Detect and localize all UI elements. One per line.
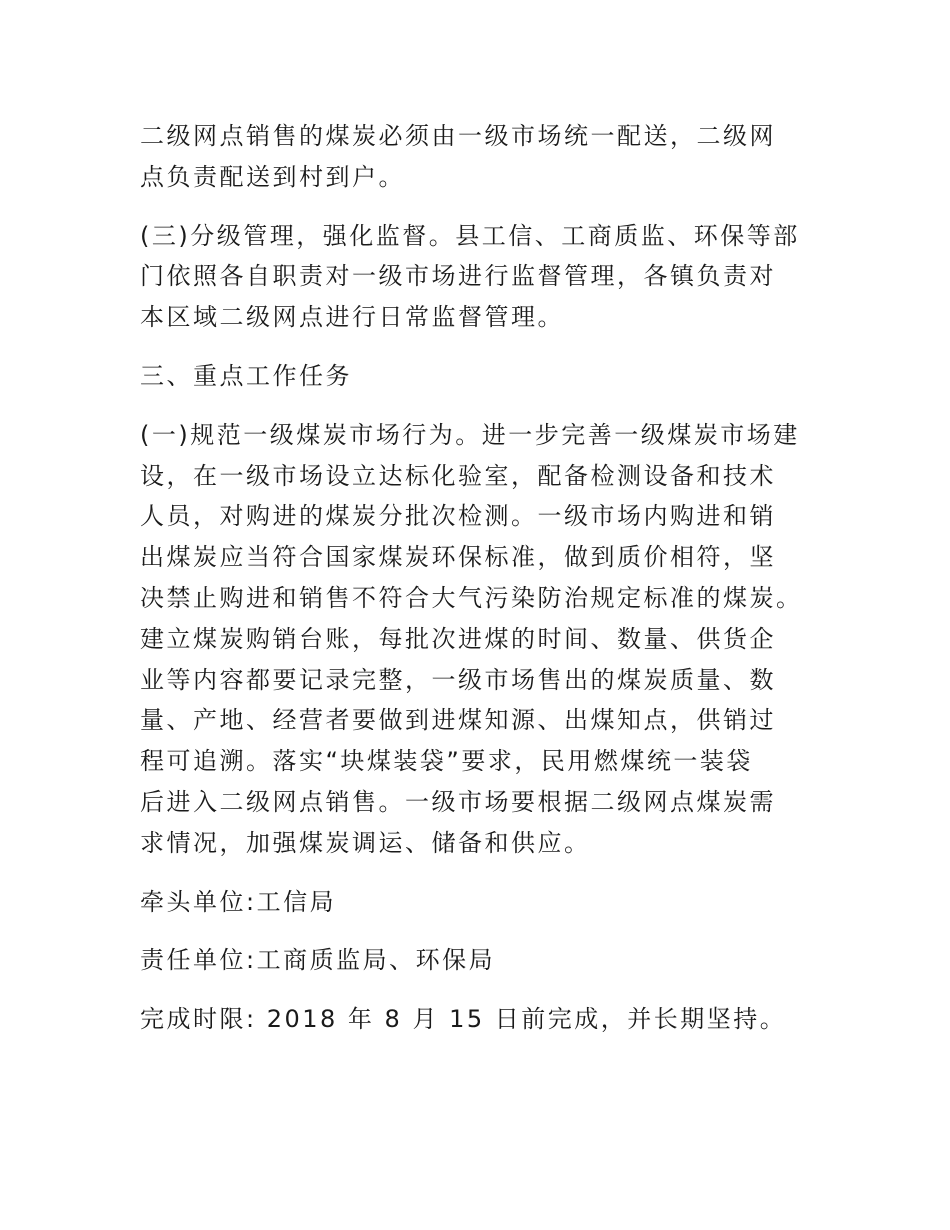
paragraph-secondary-delivery: [140, 116, 820, 198]
text-line: 程可追溯。落实“块煤装袋”要求，民用燃煤统一装袋: [140, 747, 753, 776]
heading-text: 三、重点工作任务: [140, 361, 352, 390]
text-line: 点负责配送到村到户。: [140, 162, 405, 191]
text-line: 量、产地、经营者要做到进煤知源、出煤知点，供销过: [140, 706, 776, 735]
text-line: (三)分级管理，强化监督。县工信、工商质监、环保等部: [140, 221, 800, 250]
lead-unit: [140, 882, 820, 923]
text-line: 决禁止购进和销售不符合大气污染防治规定标准的煤炭。: [140, 583, 803, 612]
text-line: 求情况，加强煤炭调运、储备和供应。: [140, 828, 591, 857]
paragraph-tiered-management: [140, 216, 820, 338]
text-line: 设，在一级市场设立达标化验室，配备检测设备和技术: [140, 461, 776, 490]
section-heading: [140, 356, 820, 397]
text-line: (一)规范一级煤炭市场行为。进一步完善一级煤炭市场建: [140, 420, 800, 449]
deadline: [140, 999, 820, 1040]
text-line: 完成时限: 2018 年 8 月 15 日前完成，并长期坚持。: [140, 1005, 787, 1034]
text-line: 人员，对购进的煤炭分批次检测。一级市场内购进和销: [140, 502, 776, 531]
text-line: 牵头单位:工信局: [140, 887, 337, 916]
text-line: 本区域二级网点进行日常监督管理。: [140, 303, 564, 332]
text-line: 二级网点销售的煤炭必须由一级市场统一配送，二级网: [140, 122, 776, 150]
text-line: 业等内容都要记录完整，一级市场售出的煤炭质量、数: [140, 665, 776, 694]
text-line: 建立煤炭购销台账，每批次进煤的时间、数量、供货企: [140, 624, 776, 653]
text-line: 门依照各自职责对一级市场进行监督管理，各镇负责对: [140, 262, 776, 291]
text-line: 责任单位:工商质监局、环保局: [140, 946, 496, 975]
paragraph-regulate-primary-market: [140, 415, 820, 864]
document-body: [140, 116, 820, 1058]
responsible-units: [140, 940, 820, 981]
text-line: 后进入二级网点销售。一级市场要根据二级网点煤炭需: [140, 787, 776, 816]
text-line: 出煤炭应当符合国家煤炭环保标准，做到质价相符，坚: [140, 543, 776, 572]
